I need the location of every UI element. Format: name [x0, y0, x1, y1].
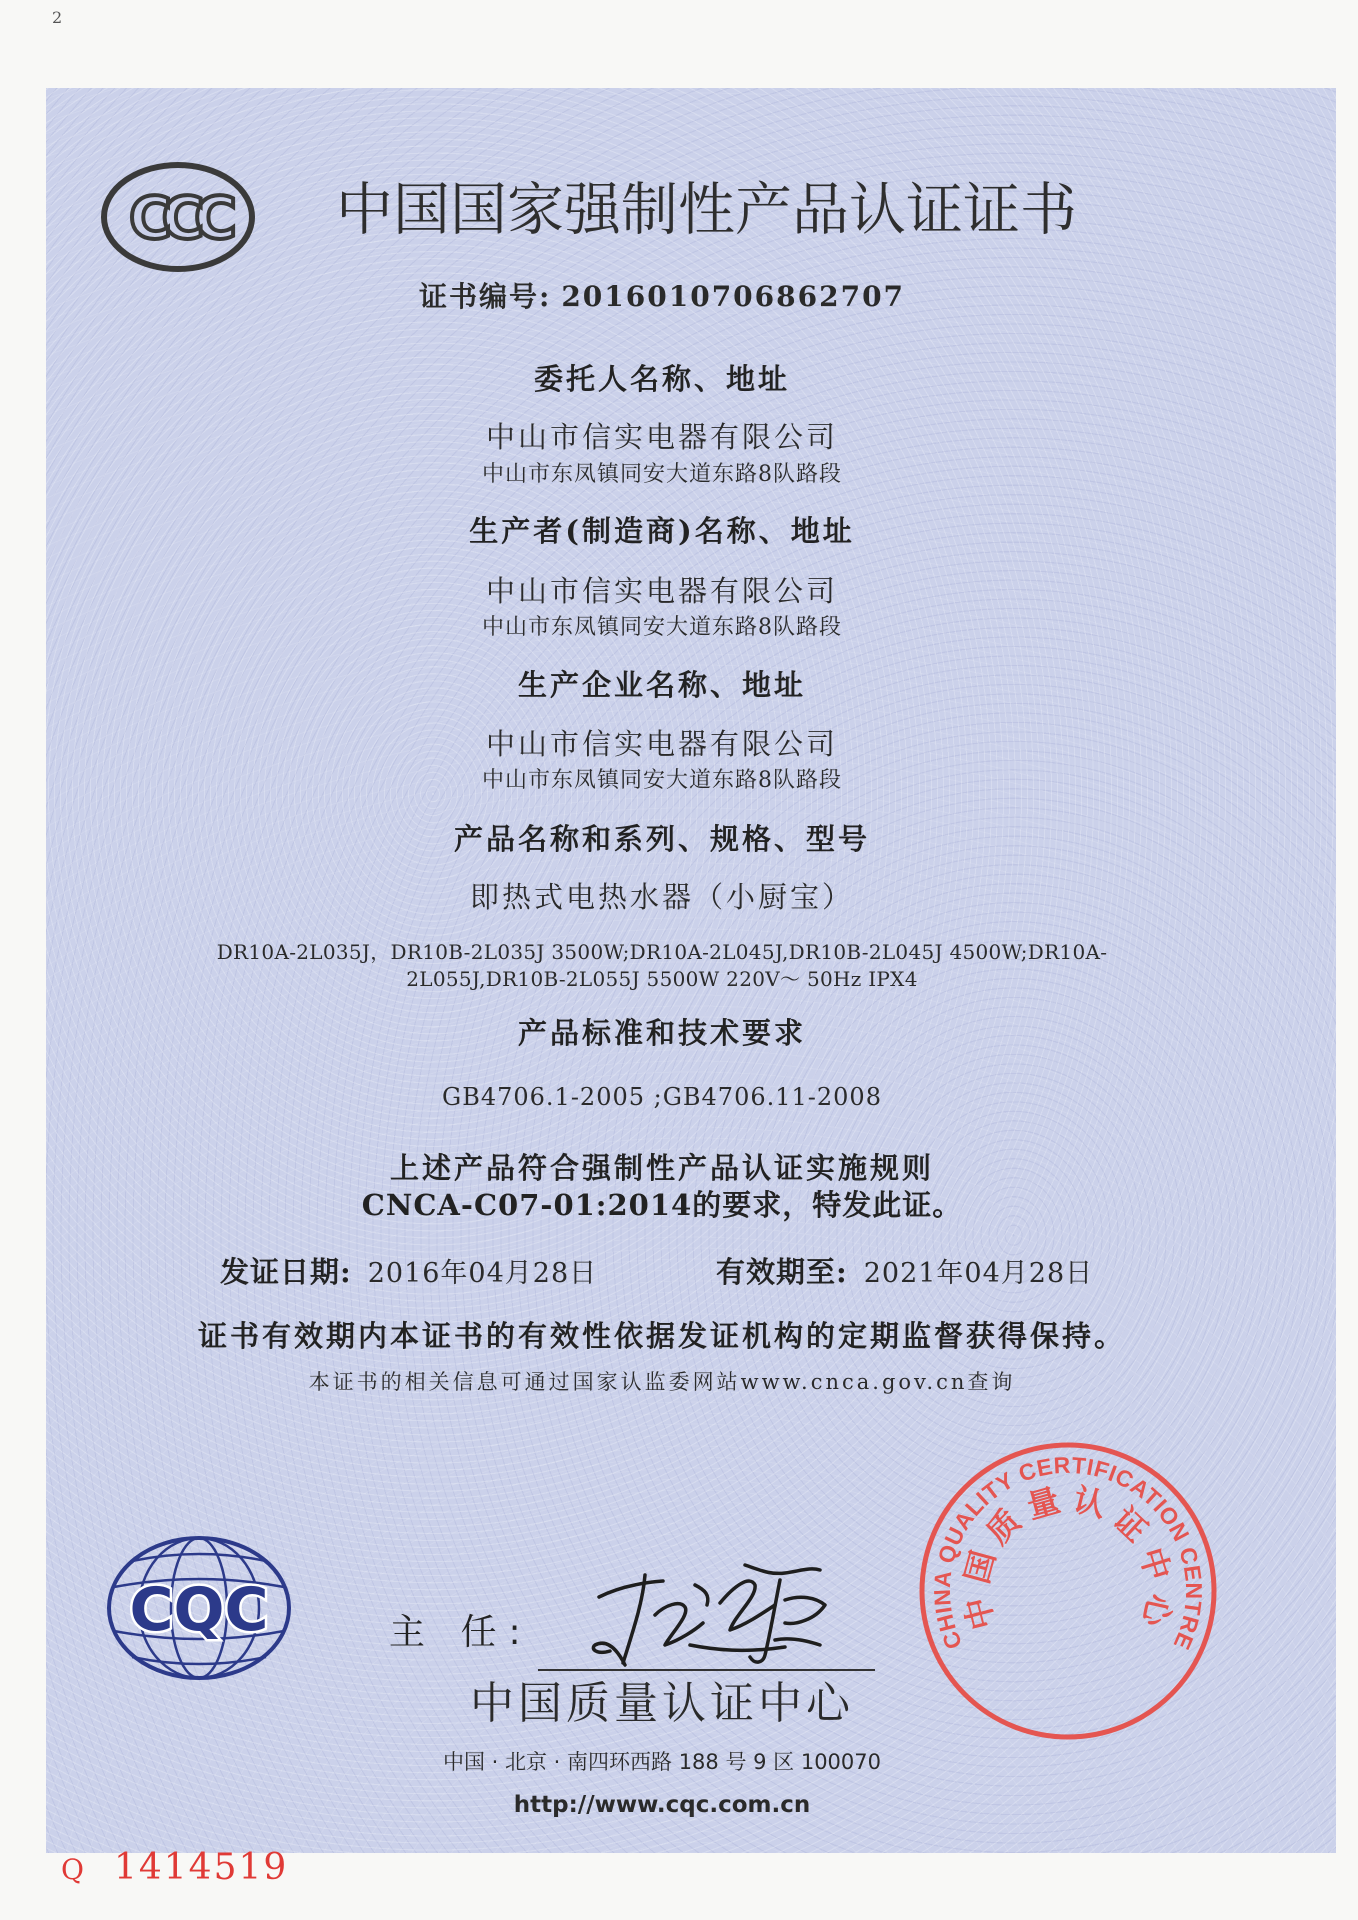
applicant-address: 中山市东凤镇同安大道东路8队路段: [482, 462, 842, 487]
ccc-logo: [98, 159, 258, 276]
signature-stroke: [785, 1597, 825, 1623]
product-name: 即热式电热水器（小厨宝）: [469, 880, 854, 914]
conformity-line-2: CNCA-C07-01:2014的要求，特发此证。: [361, 1188, 963, 1222]
signature-stroke: [655, 1604, 703, 1645]
signature-stroke: [720, 1581, 775, 1630]
signature-stroke: [599, 1581, 663, 1597]
signature-stroke: [695, 1585, 708, 1605]
signature-stroke: [593, 1643, 625, 1665]
serial-prefix: Q: [61, 1853, 84, 1886]
signature-line: [538, 1669, 875, 1671]
expiry-date-value: 2021年04月28日: [863, 1258, 1094, 1289]
issuer-url: http://www.cqc.com.cn: [513, 1792, 811, 1818]
product-models-line-2: 2L055J,DR10B-2L055J 5500W 220V～ 50Hz IPX4: [406, 967, 918, 991]
page-mark: 2: [52, 8, 63, 27]
expiry-date: [716, 1254, 1093, 1295]
signature-stroke: [690, 1645, 785, 1650]
validity-note: 证书有效期内本证书的有效性依据发证机构的定期监督获得保持。: [197, 1319, 1126, 1353]
director-signature: [585, 1545, 835, 1670]
standards-value: GB4706.1-2005 ;GB4706.11-2008: [442, 1083, 882, 1111]
applicant-name: 中山市信实电器有限公司: [485, 420, 838, 454]
applicant-heading: 委托人名称、地址: [533, 362, 790, 396]
manufacturer-address: 中山市东凤镇同安大道东路8队路段: [482, 615, 842, 640]
serial-value: 1414519: [113, 1847, 289, 1888]
serial-number: [61, 1846, 288, 1896]
cqc-globe-latitude: [132, 1554, 266, 1561]
manufacturer-heading: 生产者(制造商)名称、地址: [469, 514, 855, 548]
issuer-name: 中国质量认证中心: [470, 1678, 854, 1729]
cqc-logo-letters: CQC: [129, 1575, 269, 1645]
issue-date-value: 2016年04月28日: [367, 1258, 598, 1289]
website-note: 本证书的相关信息可通过国家认监委网站www.cnca.gov.cn查询: [308, 1370, 1016, 1394]
issuer-address: 中国 · 北京 · 南四环西路 188 号 9 区 100070: [442, 1750, 882, 1774]
ccc-logo-letters: CCC: [129, 184, 227, 252]
expiry-date-label: 有效期至:: [716, 1255, 848, 1289]
certificate-number: [162, 279, 1162, 315]
issue-date-label: 发证日期:: [220, 1255, 352, 1289]
manufacturer-name: 中山市信实电器有限公司: [485, 574, 838, 608]
product-models-line-1: DR10A-2L035J，DR10B-2L035J 3500W;DR10A-2L045J,DR10B-2L045J 4500W;DR10A-: [216, 940, 1108, 964]
certificate-number-label: 证书编号:: [418, 280, 552, 313]
product-heading: 产品名称和系列、规格、型号: [453, 822, 870, 856]
seal-outer-text-path: CHINA QUALITY CERTIFICATION CENTRE: [928, 1451, 1208, 1654]
issue-date: [220, 1254, 597, 1295]
conformity-line-1: 上述产品符合强制性产品认证实施规则: [389, 1151, 934, 1185]
signature-stroke: [745, 1565, 820, 1573]
factory-address: 中山市东凤镇同安大道东路8队路段: [482, 768, 842, 793]
factory-heading: 生产企业名称、地址: [517, 668, 806, 702]
standards-heading: 产品标准和技术要求: [517, 1016, 806, 1050]
certificate-number-value: 2016010706862707: [561, 280, 906, 313]
factory-name: 中山市信实电器有限公司: [485, 727, 838, 761]
seal-inner-text-path: 中国质量认证中心: [957, 1480, 1179, 1634]
cqc-logo: [104, 1535, 294, 1682]
signature-stroke: [775, 1639, 820, 1645]
certificate-title: 中国国家强制性产品认证证书: [336, 177, 1077, 243]
cqc-globe-latitude: [132, 1657, 266, 1664]
director-label: 主 任:: [389, 1612, 533, 1653]
